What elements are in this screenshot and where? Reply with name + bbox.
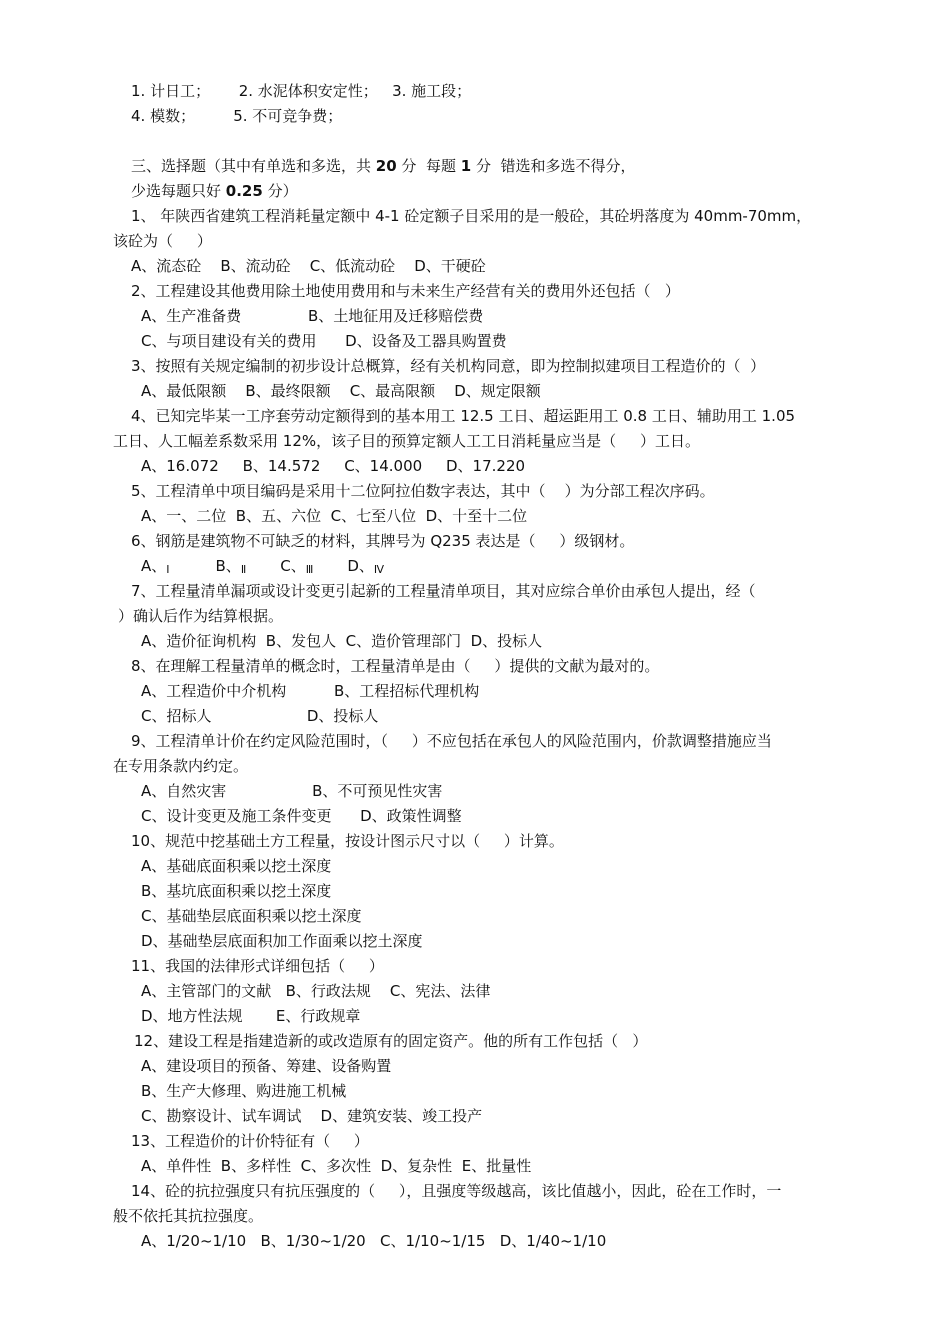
question-12: 12、建设工程是指建造新的或改造原有的固定资产。他的所有工作包括（ ） bbox=[134, 1032, 648, 1050]
question-6: 6、钢筋是建筑物不可缺乏的材料，其牌号为 Q235 表达是（ ）级钢材。 bbox=[131, 532, 635, 550]
question-10-option-d: D、基础垫层底面积加工作面乘以挖土深度 bbox=[141, 932, 423, 950]
question-10-option-c: C、基础垫层底面积乘以挖土深度 bbox=[141, 907, 362, 925]
section-subtitle: 少选每题只好 0.25 分） bbox=[131, 182, 298, 200]
question-5: 5、工程清单中项目编码是采用十二位阿拉伯数字表达，其中（ ）为分部工程次序码。 bbox=[131, 482, 715, 500]
question-8: 8、在理解工程量清单的概念时，工程量清单是由（ ）提供的文献为最对的。 bbox=[131, 657, 660, 675]
question-12-option-a: A、建设项目的预备、筹建、设备购置 bbox=[141, 1057, 392, 1075]
question-14-line-1: 14、砼的抗拉强度只有抗压强度的（ ），且强度等级越高，该比值越小，因此，砼在工作时，一 bbox=[131, 1182, 782, 1200]
question-11-options-2: D、地方性法规 E、行政规章 bbox=[141, 1007, 361, 1025]
question-2-options-2: C、与项目建设有关的费用 D、设备及工器具购置费 bbox=[141, 332, 507, 350]
question-7-line-1: 7、工程量清单漏项或设计变更引起新的工程量清单项目，其对应综合单价由承包人提出，经（ bbox=[131, 582, 756, 600]
question-7-line-2: ）确认后作为结算根据。 bbox=[118, 607, 284, 625]
question-14-line-2: 般不依托其抗拉强度。 bbox=[113, 1207, 264, 1225]
question-9-line-2: 在专用条款内约定。 bbox=[113, 757, 249, 775]
question-1-line-2: 该砼为（ ） bbox=[113, 232, 212, 250]
question-10-option-a: A、基础底面积乘以挖土深度 bbox=[141, 857, 332, 875]
question-6-options: A、Ⅰ B、Ⅱ C、Ⅲ D、Ⅳ bbox=[141, 557, 385, 576]
question-4-line-2: 工日、人工幅差系数采用 12%，该子目的预算定额人工工日消耗量应当是（ ）工日。 bbox=[113, 432, 700, 450]
question-1-options: A、流态砼 B、流动砼 C、低流动砼 D、干硬砼 bbox=[131, 257, 486, 275]
question-10-option-b: B、基坑底面积乘以挖土深度 bbox=[141, 882, 332, 900]
question-2-options-1: A、生产准备费 B、土地征用及迁移赔偿费 bbox=[141, 307, 484, 325]
question-4-line-1: 4、已知完毕某一工序套劳动定额得到的基本用工 12.5 工日、超运距用工 0.8 工日、辅助用工 1.05 bbox=[131, 407, 796, 425]
question-13: 13、工程造价的计价特征有（ ） bbox=[131, 1132, 369, 1150]
question-9-options-1: A、自然灾害 B、不可预见性灾害 bbox=[141, 782, 443, 800]
question-13-options: A、单件性 B、多样性 C、多次性 D、复杂性 E、批量性 bbox=[141, 1157, 532, 1175]
question-1-line-1: 1、 年陕西省建筑工程消耗量定额中 4-1 砼定额子目采用的是一般砼，其砼坍落度为 40mm-70mm， bbox=[131, 207, 812, 225]
question-11: 11、我国的法律形式详细包括（ ） bbox=[131, 957, 384, 975]
question-9-line-1: 9、工程清单计价在约定风险范围时，（ ）不应包括在承包人的风险范围内，价款调整措施应当 bbox=[131, 732, 772, 750]
question-7-options: A、造价征询机构 B、发包人 C、造价管理部门 D、投标人 bbox=[141, 632, 543, 650]
question-14-options: A、1/20~1/10 B、1/30~1/20 C、1/10~1/15 D、1/40~1/10 bbox=[141, 1232, 607, 1250]
terms-line-1: 1. 计日工； 2. 水泥体积安定性； 3. 施工段； bbox=[131, 82, 472, 100]
question-8-options-1: A、工程造价中介机构 B、工程招标代理机构 bbox=[141, 682, 480, 700]
question-5-options: A、一、二位 B、五、六位 C、七至八位 D、十至十二位 bbox=[141, 507, 528, 525]
section-title: 三、选择题（其中有单选和多选，共 20 分 每题 1 分 错选和多选不得分， bbox=[131, 157, 636, 175]
question-12-options-cd: C、勘察设计、试车调试 D、建筑安装、竣工投产 bbox=[141, 1107, 483, 1125]
question-4-options: A、16.072 B、14.572 C、14.000 D、17.220 bbox=[141, 457, 526, 475]
terms-line-2: 4. 模数； 5. 不可竞争费； bbox=[131, 107, 343, 125]
question-2: 2、工程建设其他费用除土地使用费用和与未来生产经营有关的费用外还包括（ ） bbox=[131, 282, 680, 300]
question-3: 3、按照有关规定编制的初步设计总概算，经有关机构同意，即为控制拟建项目工程造价的（ ） bbox=[131, 357, 766, 375]
question-12-option-b: B、生产大修理、购进施工机械 bbox=[141, 1082, 347, 1100]
question-9-options-2: C、设计变更及施工条件变更 D、政策性调整 bbox=[141, 807, 462, 825]
question-11-options-1: A、主管部门的文献 B、行政法规 C、宪法、法律 bbox=[141, 982, 491, 1000]
question-3-options: A、最低限额 B、最终限额 C、最高限额 D、规定限额 bbox=[141, 382, 541, 400]
question-10: 10、规范中挖基础土方工程量，按设计图示尺寸以（ ）计算。 bbox=[131, 832, 564, 850]
question-8-options-2: C、招标人 D、投标人 bbox=[141, 707, 379, 725]
